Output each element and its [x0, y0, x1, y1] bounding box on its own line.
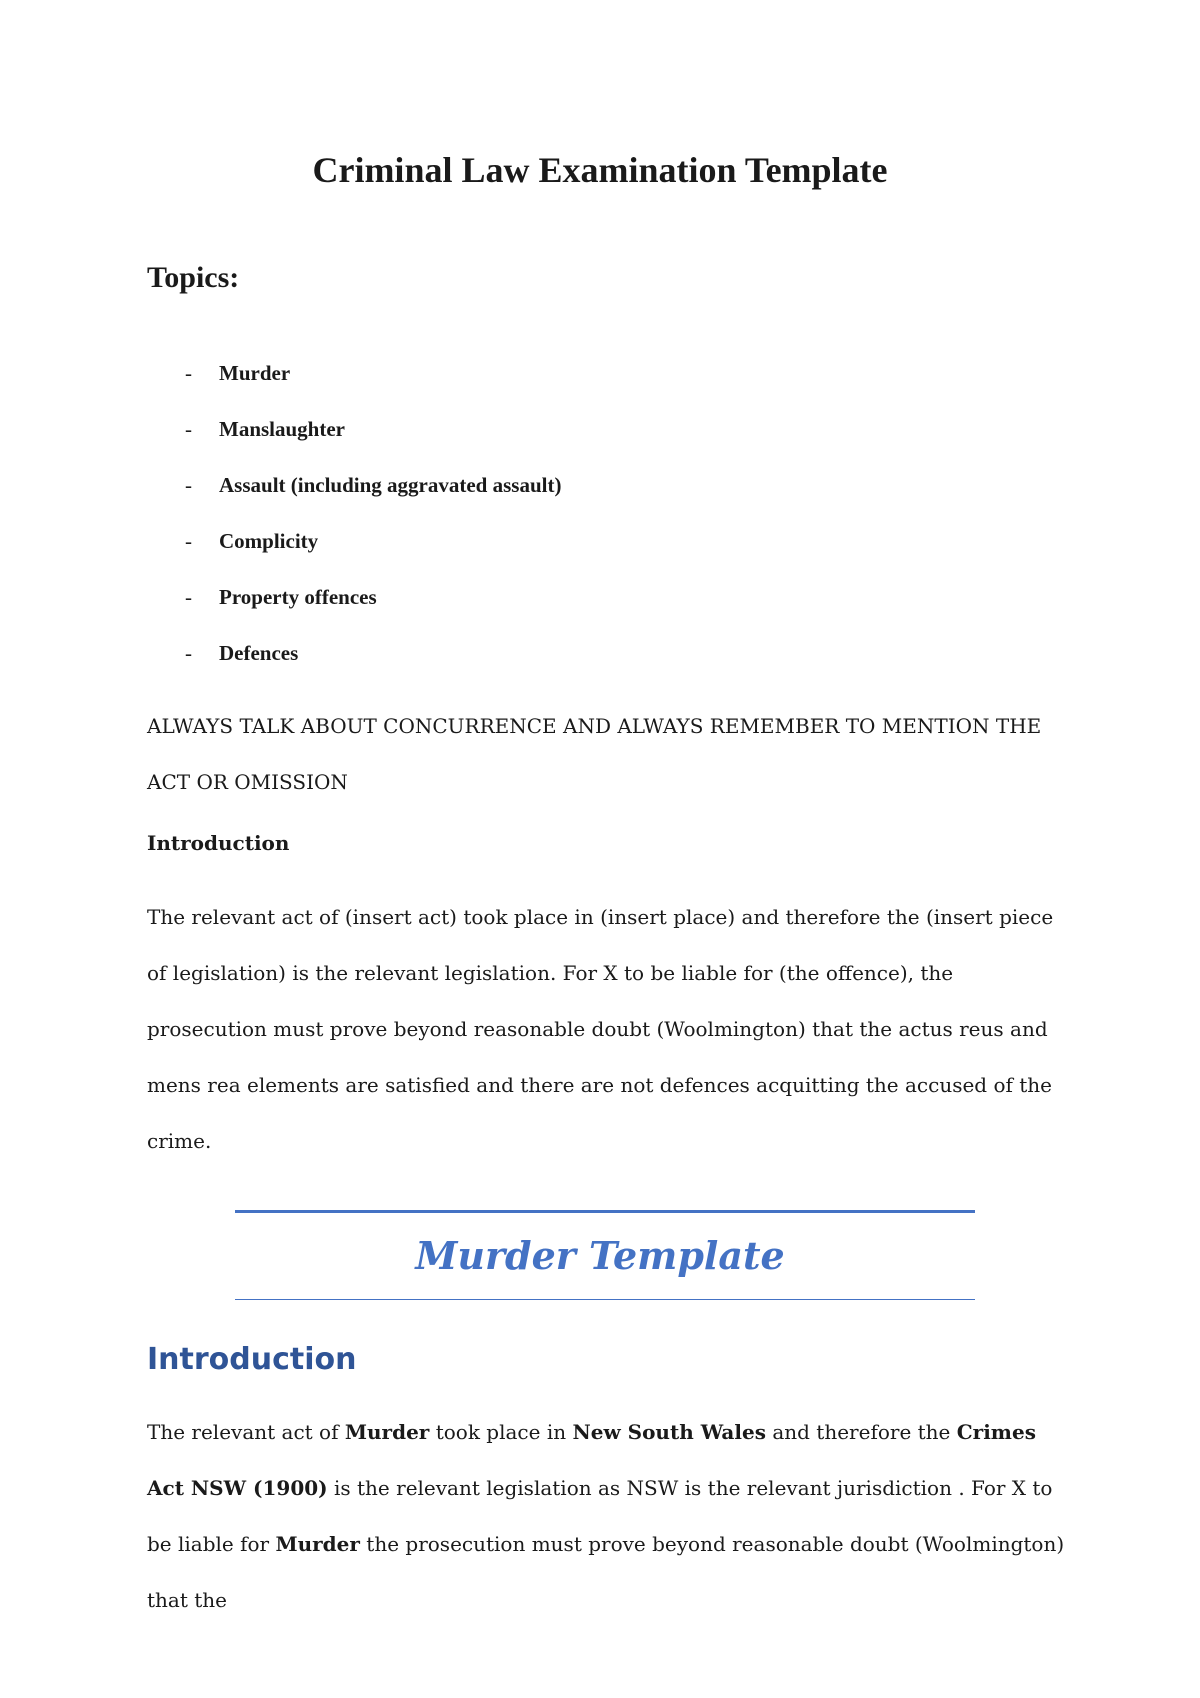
document-title: Criminal Law Examination Template [312, 150, 888, 190]
topic-label: Complicity [219, 528, 319, 553]
topic-label: Assault (including aggravated assault) [219, 472, 562, 497]
list-dash: - [185, 416, 192, 441]
concurrence-notice: ALWAYS TALK ABOUT CONCURRENCE AND ALWAYS REMEMBER TO MENTION THE ACT OR OMISSION [147, 714, 1042, 794]
section-divider-top [235, 1210, 975, 1213]
list-dash: - [185, 360, 192, 385]
topic-label: Manslaughter [219, 416, 345, 441]
bold-offence: Murder [275, 1532, 360, 1556]
murder-template-title: Murder Template [415, 1233, 785, 1278]
paragraph-text: The relevant act of [147, 1420, 345, 1444]
section-divider-bottom [235, 1299, 975, 1300]
topic-label: Murder [219, 360, 291, 385]
list-item [147, 513, 561, 569]
bold-legislation: Crimes Act NSW (1900) [147, 1420, 1036, 1500]
list-item [147, 457, 561, 513]
paragraph-text: is the relevant legislation as NSW is the relevant jurisdiction . For X to be liable for [147, 1476, 1053, 1556]
introduction-heading: Introduction [147, 831, 290, 855]
bold-jurisdiction: New South Wales [572, 1420, 766, 1444]
list-dash: - [185, 528, 192, 553]
murder-introduction-paragraph [147, 1404, 1077, 1628]
paragraph-text: took place in [429, 1420, 573, 1444]
list-dash: - [185, 584, 192, 609]
topics-heading: Topics: [147, 261, 240, 294]
bold-offence: Murder [344, 1420, 430, 1444]
paragraph-text: the prosecution must prove beyond reasonable doubt (Woolmington) that the [147, 1532, 1065, 1612]
list-dash: - [185, 640, 192, 665]
murder-introduction-heading: Introduction [147, 1342, 357, 1377]
list-item [147, 625, 561, 681]
topic-list [147, 345, 561, 681]
list-item [147, 345, 561, 401]
topic-label: Property offences [219, 584, 377, 609]
list-item [147, 401, 561, 457]
list-item [147, 569, 561, 625]
introduction-paragraph: The relevant act of (insert act) took place in (insert place) and therefore the (insert piece of legislation) is the relevant legislation. For X to be liable for (the offence), the prosecution must prove beyond reasonable doubt (Woolmington) that the actus reus and mens rea elements are satisfied and there are not defences acquitting the accused of the crime. [147, 905, 1054, 1153]
list-dash: - [185, 472, 192, 497]
topic-label: Defences [219, 640, 299, 665]
paragraph-text: and therefore the [765, 1420, 957, 1444]
